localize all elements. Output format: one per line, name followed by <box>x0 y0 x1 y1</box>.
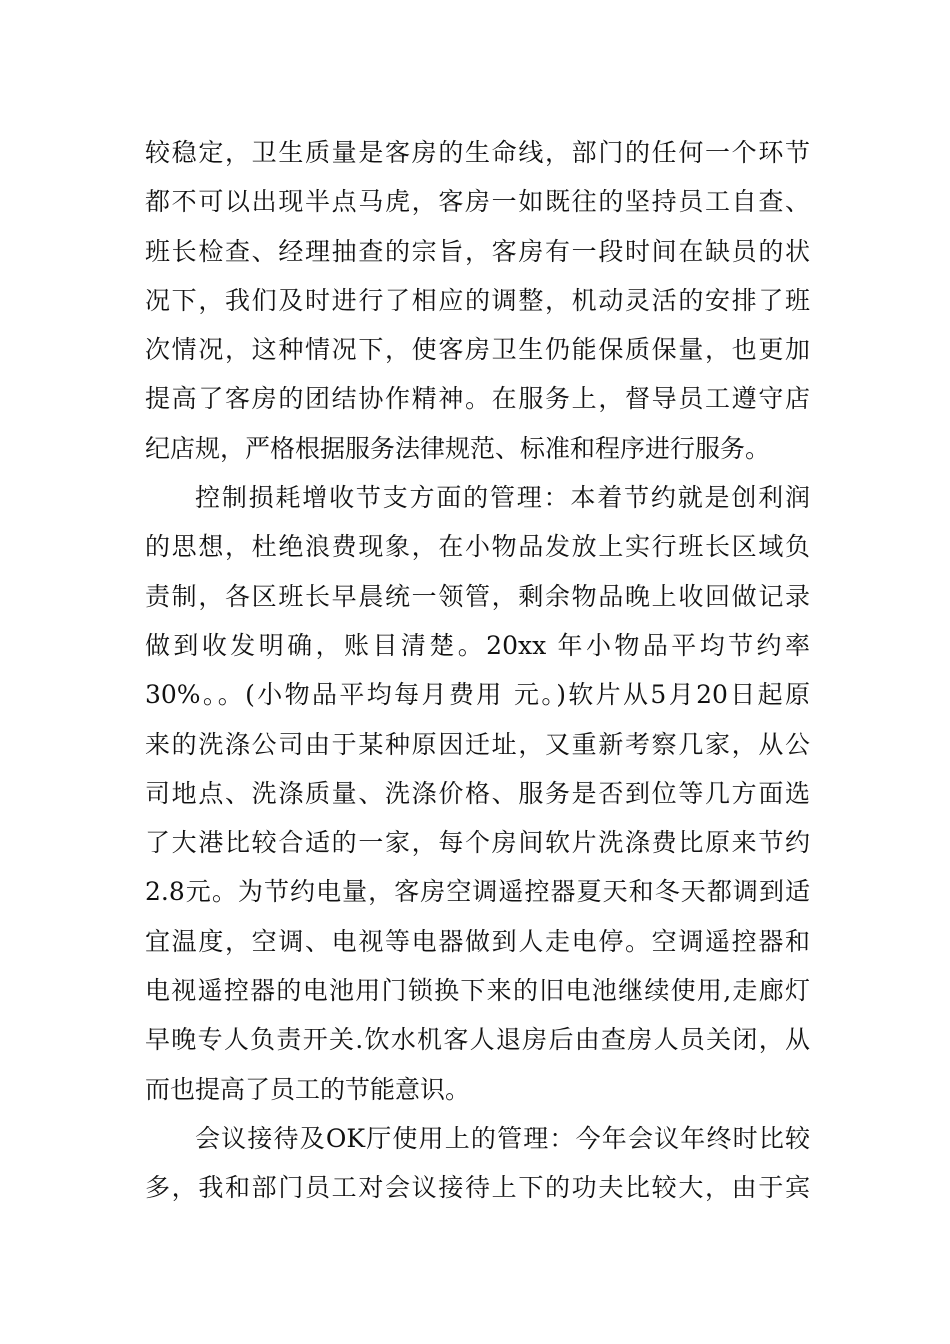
text-line: 次情况，这种情况下，使客房卫生仍能保质保量，也更加 <box>145 335 810 365</box>
text-line: 况下，我们及时进行了相应的调整，机动灵活的安排了班 <box>145 285 810 315</box>
paragraph-start-line: 会议接待及OK厅使用上的管理：今年会议年终时比较 <box>195 1123 810 1153</box>
text-line: 纪店规，严格根据服务法律规范、标准和程序进行服务。 <box>145 433 771 463</box>
text-line: 司地点、洗涤质量、洗涤价格、服务是否到位等几方面选 <box>145 778 810 808</box>
text-line: 提高了客房的团结协作精神。在服务上，督导员工遵守店 <box>145 384 810 414</box>
text-line: 的思想，杜绝浪费现象，在小物品发放上实行班长区域负 <box>145 532 810 562</box>
text-line: 班长检查、经理抽查的宗旨，客房有一段时间在缺员的状 <box>145 236 810 266</box>
text-line: 宜温度，空调、电视等电器做到人走电停。空调遥控器和 <box>145 926 810 956</box>
text-line: 了大港比较合适的一家，每个房间软片洗涤费比原来节约 <box>145 828 810 858</box>
text-line: 电视遥控器的电池用门锁换下来的旧电池继续使用,走廊灯 <box>145 976 810 1006</box>
text-line: 做到收发明确，账目清楚。20xx 年小物品平均节约率 <box>145 630 810 660</box>
text-line: 早晚专人负责开关.饮水机客人退房后由查房人员关闭，从 <box>145 1025 810 1055</box>
text-line: 多，我和部门员工对会议接待上下的功夫比较大，由于宾 <box>145 1173 810 1203</box>
paragraph-start-line: 控制损耗增收节支方面的管理：本着节约就是创利润 <box>195 483 810 513</box>
text-line: 责制，各区班长早晨统一领管，剩余物品晚上收回做记录 <box>145 581 810 611</box>
body-text <box>145 128 810 1213</box>
text-line: 来的洗涤公司由于某种原因迁址，又重新考察几家，从公 <box>145 729 810 759</box>
text-line: 30%。。(小物品平均每月费用 元。)软片从5月20日起原 <box>145 680 810 710</box>
text-line: 2.8元。为节约电量，客房空调遥控器夏天和冬天都调到适 <box>145 877 810 907</box>
text-line: 而也提高了员工的节能意识。 <box>145 1074 471 1104</box>
text-line: 都不可以出现半点马虎，客房一如既往的坚持员工自查、 <box>145 187 810 217</box>
text-line: 较稳定，卫生质量是客房的生命线，部门的任何一个环节 <box>145 138 810 167</box>
